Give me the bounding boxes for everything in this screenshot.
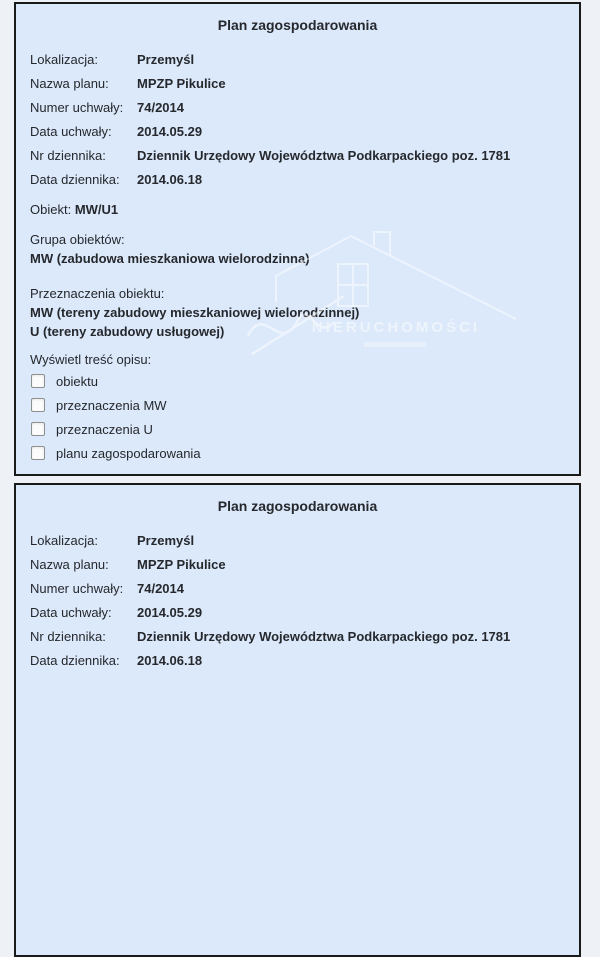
- info-row-nr-dziennika: [30, 625, 565, 649]
- info-label: Lokalizacja:: [30, 533, 98, 548]
- przeznaczenia-value-u: U (tereny zabudowy usługowej): [30, 324, 225, 339]
- grupa-obiektow-section: [30, 230, 565, 268]
- info-value: 2014.06.18: [137, 653, 203, 668]
- info-row-numer-uchwaly: [30, 577, 565, 601]
- checkbox-row-przeznaczenia-mw: [30, 393, 565, 417]
- plan-info-table: [30, 529, 565, 673]
- info-label: Nr dziennika:: [30, 629, 106, 644]
- obiekt-label: Obiekt:: [30, 202, 72, 217]
- checkbox-row-planu-zagospodarowania: [30, 441, 565, 465]
- checkbox-planu-zagospodarowania[interactable]: [31, 446, 45, 460]
- plan-info-table: [30, 48, 565, 192]
- info-row-nazwa-planu: [30, 72, 565, 96]
- info-label: Lokalizacja:: [30, 52, 98, 67]
- info-value: Dziennik Urzędowy Województwa Podkarpackiego poz. 1781: [137, 148, 511, 163]
- info-row-nr-dziennika: [30, 144, 565, 168]
- plan-panel-1: [14, 2, 581, 476]
- info-row-data-dziennika: [30, 649, 565, 673]
- info-row-lokalizacja: [30, 529, 565, 553]
- checkbox-label: planu zagospodarowania: [56, 445, 201, 461]
- checkbox-przeznaczenia-u[interactable]: [31, 422, 45, 436]
- checkbox-przeznaczenia-mw[interactable]: [31, 398, 45, 412]
- watermark-text: NIERUCHOMOŚCI: [311, 319, 481, 336]
- info-row-numer-uchwaly: [30, 96, 565, 120]
- info-row-data-uchwaly: [30, 120, 565, 144]
- info-label: Numer uchwały:: [30, 100, 124, 115]
- info-value: 2014.05.29: [137, 124, 203, 139]
- info-row-data-uchwaly: [30, 601, 565, 625]
- checkbox-label: obiektu: [56, 373, 98, 389]
- checkbox-row-przeznaczenia-u: [30, 417, 565, 441]
- info-value: MPZP Pikulice: [137, 76, 226, 91]
- info-label: Data dziennika:: [30, 653, 120, 668]
- panel-title: Plan zagospodarowania: [217, 17, 378, 33]
- info-value: 2014.06.18: [137, 172, 203, 187]
- grupa-obiektow-value: MW (zabudowa mieszkaniowa wielorodzinna): [30, 251, 310, 266]
- info-value: 74/2014: [137, 581, 184, 596]
- info-row-nazwa-planu: [30, 553, 565, 577]
- plan-panel-2: [14, 483, 581, 957]
- info-value: 74/2014: [137, 100, 184, 115]
- info-value: 2014.05.29: [137, 605, 203, 620]
- checkbox-label: przeznaczenia U: [56, 421, 153, 437]
- checkbox-row-obiektu: [30, 369, 565, 393]
- info-value: Przemyśl: [137, 52, 195, 67]
- info-label: Nr dziennika:: [30, 148, 106, 163]
- info-label: Data uchwały:: [30, 124, 112, 139]
- info-value: Przemyśl: [137, 533, 195, 548]
- obiekt-value: MW/U1: [74, 202, 119, 217]
- info-label: Nazwa planu:: [30, 557, 109, 572]
- display-options-list: [30, 369, 565, 465]
- info-label: Data uchwały:: [30, 605, 112, 620]
- info-value: MPZP Pikulice: [137, 557, 226, 572]
- info-row-lokalizacja: [30, 48, 565, 72]
- display-options-label: Wyświetl treść opisu:: [30, 352, 152, 367]
- checkbox-obiektu[interactable]: [31, 374, 45, 388]
- obiekt-row: [30, 198, 565, 222]
- info-label: Nazwa planu:: [30, 76, 109, 91]
- panel-title: Plan zagospodarowania: [217, 498, 378, 514]
- grupa-obiektow-label: Grupa obiektów:: [30, 232, 125, 247]
- przeznaczenia-value-mw: MW (tereny zabudowy mieszkaniowej wielorodzinnej): [30, 305, 360, 320]
- info-row-data-dziennika: [30, 168, 565, 192]
- info-label: Data dziennika:: [30, 172, 120, 187]
- checkbox-label: przeznaczenia MW: [56, 397, 167, 413]
- info-value: Dziennik Urzędowy Województwa Podkarpackiego poz. 1781: [137, 629, 511, 644]
- przeznaczenia-section: [30, 284, 565, 341]
- info-label: Numer uchwały:: [30, 581, 124, 596]
- przeznaczenia-label: Przeznaczenia obiektu:: [30, 286, 165, 301]
